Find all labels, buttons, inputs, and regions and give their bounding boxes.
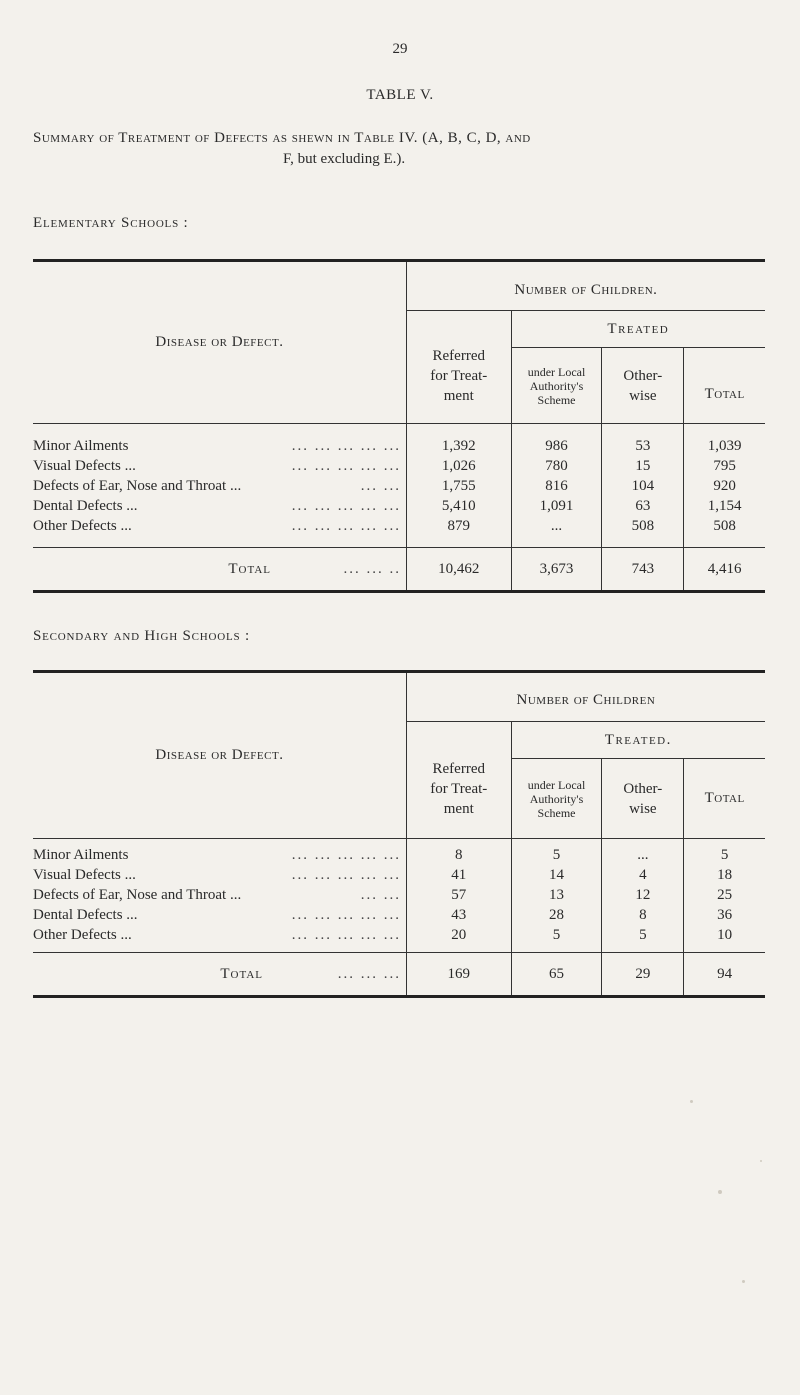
- total-otherwise-value: 743: [602, 548, 684, 592]
- referred-value: 879: [406, 516, 511, 536]
- referred-value: 1,026: [406, 456, 511, 476]
- leader-dots: ... ... ... ... ...: [291, 846, 401, 863]
- total-value: 1,154: [707, 497, 742, 514]
- total-row: [33, 548, 765, 592]
- number-of-children-label: Number of Children.: [514, 281, 658, 298]
- elementary-schools-table: [33, 259, 765, 593]
- under-local-value: 5: [511, 845, 602, 865]
- page-number: 29: [392, 41, 408, 57]
- row-label: Defects of Ear, Nose and Throat ...: [33, 477, 242, 494]
- leader-dots: ... ... ... ... ...: [291, 906, 401, 923]
- otherwise-value: 12: [602, 885, 684, 905]
- section-title-secondary: Secondary and High Schools :: [33, 628, 250, 644]
- disease-header-label: Disease or Defect.: [155, 747, 284, 763]
- referred-value: 57: [406, 885, 511, 905]
- total-value: 1,039: [707, 437, 742, 454]
- referred-value: 5,410: [406, 496, 511, 516]
- total-value: 25: [717, 886, 733, 903]
- total-under-local-value: 65: [511, 953, 602, 997]
- leader-dots: ... ... ..: [343, 560, 401, 577]
- treated-label: Treated: [607, 320, 670, 337]
- table-row: [33, 476, 765, 496]
- total-row-label: Total: [228, 560, 271, 577]
- total-value: 5: [720, 846, 729, 863]
- leader-dots: ... ... ... ... ...: [291, 497, 401, 514]
- paper-speck: [690, 1100, 693, 1103]
- referred-header: [406, 311, 511, 424]
- referred-value: 43: [406, 905, 511, 925]
- row-label: Minor Ailments: [33, 437, 129, 454]
- number-of-children-label: Number of Children: [516, 691, 656, 708]
- table-row: [33, 456, 765, 476]
- total-value: 10: [717, 926, 733, 943]
- summary-line-2: F, but excluding E.).: [283, 151, 406, 167]
- header-row-1: [33, 261, 765, 311]
- under-local-value: 986: [511, 436, 602, 456]
- total-header: [684, 348, 765, 424]
- referred-label: Referred for Treat- ment: [430, 348, 488, 404]
- leader-dots: ... ...: [360, 477, 401, 494]
- total-total-value: 94: [717, 965, 733, 982]
- leader-dots: ... ... ... ... ...: [291, 517, 401, 534]
- table-row: [33, 865, 765, 885]
- table-row: [33, 516, 765, 536]
- total-row-label: Total: [220, 965, 263, 982]
- under-local-value: 5: [511, 925, 602, 945]
- total-otherwise-value: 29: [602, 953, 684, 997]
- table-row: [33, 925, 765, 945]
- otherwise-value: 5: [602, 925, 684, 945]
- under-local-header: [511, 759, 602, 839]
- referred-value: 20: [406, 925, 511, 945]
- otherwise-label: Other- wise: [623, 367, 663, 404]
- under-local-value: 780: [511, 456, 602, 476]
- leader-dots: ... ... ...: [337, 965, 401, 982]
- leader-dots: ... ... ... ... ...: [291, 926, 401, 943]
- under-local-header: [511, 348, 602, 424]
- under-local-value: ...: [511, 516, 602, 536]
- otherwise-header: [602, 759, 684, 839]
- section-title-elementary: Elementary Schools :: [33, 215, 189, 231]
- paper-speck: [718, 1190, 722, 1194]
- under-local-value: 816: [511, 476, 602, 496]
- under-local-label: under Local Authority's Scheme: [527, 364, 586, 407]
- referred-value: 1,755: [406, 476, 511, 496]
- row-label: Visual Defects ...: [33, 457, 136, 474]
- paper-speck: [742, 1280, 745, 1283]
- under-local-label: under Local Authority's Scheme: [527, 777, 586, 820]
- total-value: 18: [717, 866, 733, 883]
- table-summary: [33, 128, 763, 170]
- otherwise-header: [602, 348, 684, 424]
- leader-dots: ... ... ... ... ...: [291, 457, 401, 474]
- disease-header: [33, 672, 406, 839]
- total-value: 920: [713, 477, 736, 494]
- referred-value: 8: [406, 845, 511, 865]
- paper-speck: [760, 1160, 762, 1162]
- table-row: [33, 885, 765, 905]
- disease-header-label: Disease or Defect.: [155, 334, 284, 350]
- referred-value: 1,392: [406, 436, 511, 456]
- leader-dots: ... ...: [360, 886, 401, 903]
- total-under-local-value: 3,673: [511, 548, 602, 592]
- otherwise-value: 104: [602, 476, 684, 496]
- otherwise-value: ...: [602, 845, 684, 865]
- otherwise-value: 508: [602, 516, 684, 536]
- total-header: [684, 759, 765, 839]
- under-local-value: 28: [511, 905, 602, 925]
- otherwise-label: Other- wise: [623, 780, 663, 817]
- treated-label: Treated.: [604, 731, 672, 748]
- leader-dots: ... ... ... ... ...: [291, 437, 401, 454]
- row-label: Minor Ailments: [33, 846, 129, 863]
- under-local-value: 13: [511, 885, 602, 905]
- treated-header: [511, 311, 765, 348]
- otherwise-value: 53: [602, 436, 684, 456]
- table-row: [33, 496, 765, 516]
- otherwise-value: 63: [602, 496, 684, 516]
- otherwise-value: 15: [602, 456, 684, 476]
- total-value: 508: [713, 517, 736, 534]
- summary-line-1: Summary of Treatment of Defects as shewn in Table IV. (A, B, C, D, and: [33, 130, 531, 146]
- secondary-schools-table: [33, 670, 765, 998]
- total-total-value: 4,416: [707, 560, 742, 577]
- otherwise-value: 4: [602, 865, 684, 885]
- under-local-value: 1,091: [511, 496, 602, 516]
- otherwise-value: 8: [602, 905, 684, 925]
- row-label: Other Defects ...: [33, 926, 132, 943]
- row-label: Dental Defects ...: [33, 497, 138, 514]
- total-referred-value: 169: [406, 953, 511, 997]
- total-value: 36: [717, 906, 733, 923]
- disease-header: [33, 261, 406, 424]
- referred-value: 41: [406, 865, 511, 885]
- treated-header: [511, 722, 765, 759]
- row-label: Visual Defects ...: [33, 866, 136, 883]
- table-row: [33, 905, 765, 925]
- table-row: [33, 436, 765, 456]
- header-row-1: [33, 672, 765, 722]
- row-label: Defects of Ear, Nose and Throat ...: [33, 886, 242, 903]
- under-local-value: 14: [511, 865, 602, 885]
- referred-label: Referred for Treat- ment: [430, 761, 488, 817]
- row-label: Other Defects ...: [33, 517, 132, 534]
- total-label: Total: [704, 386, 745, 402]
- row-label: Dental Defects ...: [33, 906, 138, 923]
- referred-header: [406, 722, 511, 839]
- total-row: [33, 953, 765, 997]
- total-label: Total: [704, 790, 745, 806]
- table-title: TABLE V.: [366, 87, 434, 103]
- table-row: [33, 845, 765, 865]
- leader-dots: ... ... ... ... ...: [291, 866, 401, 883]
- number-of-children-header: [406, 261, 765, 311]
- total-value: 795: [713, 457, 736, 474]
- number-of-children-header: [406, 672, 765, 722]
- total-referred-value: 10,462: [406, 548, 511, 592]
